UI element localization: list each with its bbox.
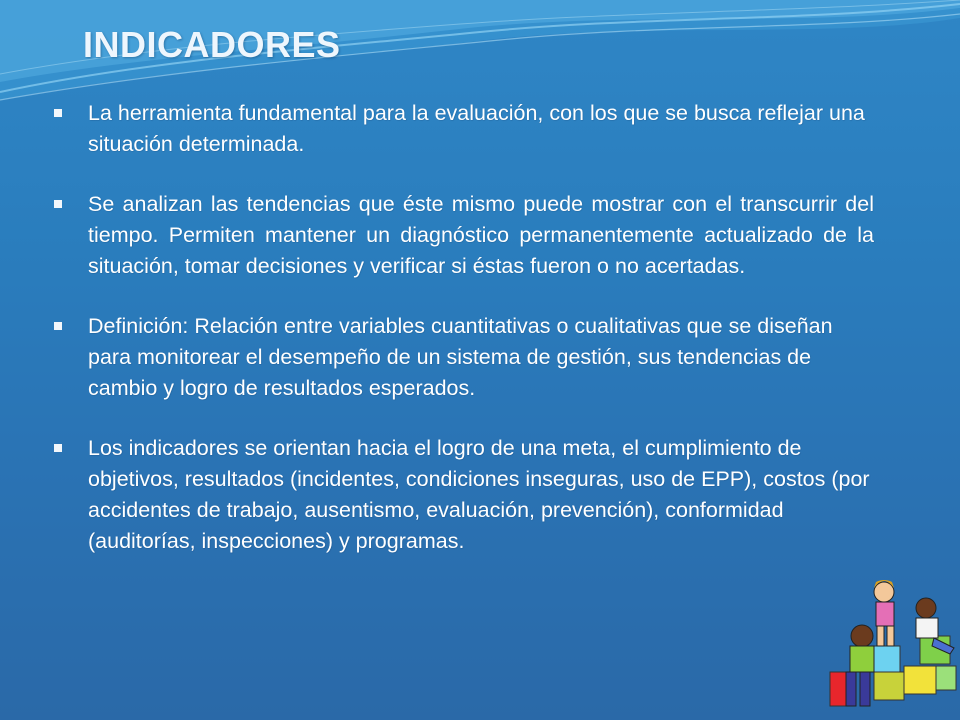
square-bullet-icon <box>54 322 62 330</box>
slide-title: INDICADORES <box>83 24 341 65</box>
children-on-blocks-clipart <box>822 574 960 720</box>
bullet-text: La herramienta fundamental para la evaluación, con los que se busca reflejar una situación determinada. <box>88 101 865 156</box>
square-bullet-icon <box>54 444 62 452</box>
bullet-item <box>54 189 874 282</box>
bullet-item <box>54 311 874 404</box>
bullet-text: Se analizan las tendencias que éste mismo puede mostrar con el transcurrir del tiempo. Permiten mantener un diagnóstico permanentemente actualizado de la situación, tomar decisiones y verificar si éstas fueron o no acertadas. <box>88 192 874 278</box>
bullet-text: Definición: Relación entre variables cuantitativas o cualitativas que se diseñan para monitorear el desempeño de un sistema de gestión, sus tendencias de cambio y logro de resultados esperados. <box>88 314 833 400</box>
bullet-text: Los indicadores se orientan hacia el logro de una meta, el cumplimiento de objetivos, resultados (incidentes, condiciones inseguras, uso de EPP), costos (por accidentes de trabajo, ausentismo, evaluación, prevención), conformidad (auditorías, inspecciones) y programas. <box>88 436 870 553</box>
bullet-list <box>54 98 874 586</box>
square-bullet-icon <box>54 200 62 208</box>
bullet-item <box>54 98 874 160</box>
square-bullet-icon <box>54 109 62 117</box>
bullet-item <box>54 433 874 557</box>
